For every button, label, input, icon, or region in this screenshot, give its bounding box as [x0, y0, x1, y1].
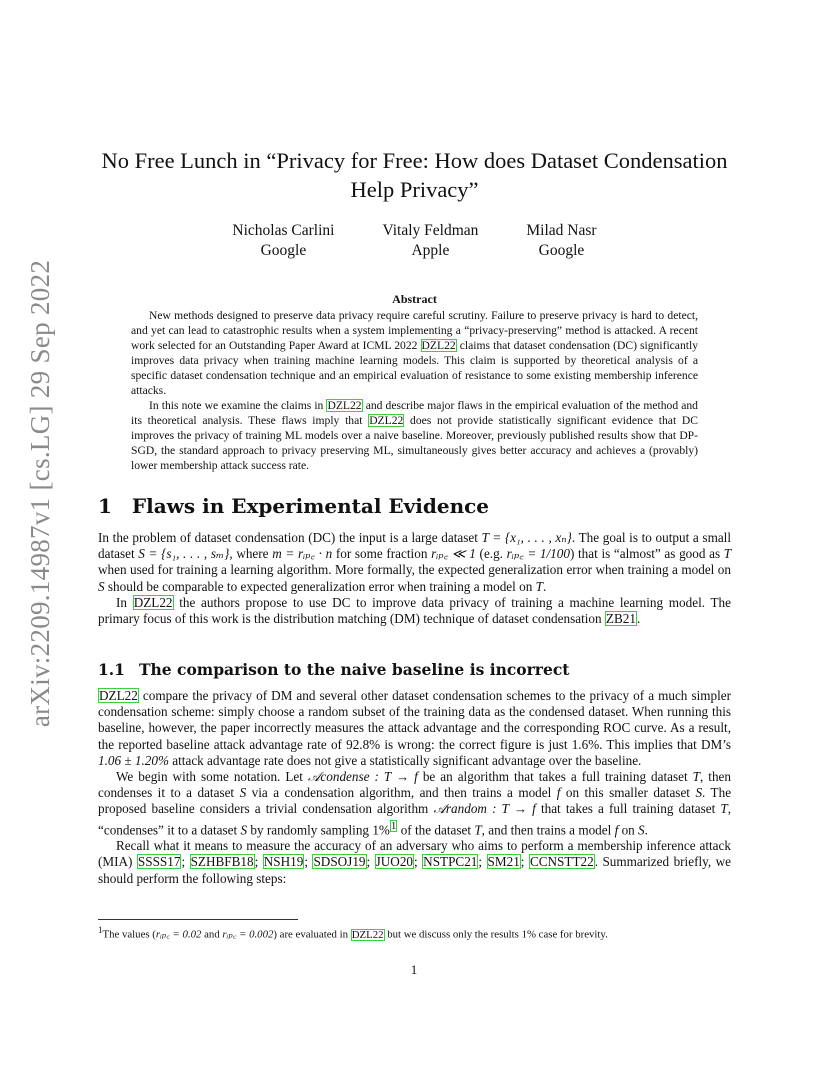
section-body [98, 530, 731, 627]
citation-link[interactable]: SSSS17 [137, 854, 181, 870]
footnote-rule [98, 919, 298, 920]
citation-link[interactable]: ZB21 [605, 611, 636, 627]
author-block [526, 221, 596, 261]
body-paragraph: In the problem of dataset condensation (DC) the input is a large dataset T = {x₁, . . . , xₙ}. The goal is to output a small dataset S = {s₁, . . . , sₘ}, where m = rᵢₚ꜀ · n for some fraction rᵢₚ꜀ ≪ 1 (e.g. rᵢₚ꜀ = 1/100) that is “almost” as good as T when used for training a learning algorithm. More formally, the expected generalization error when training a model on S should be comparable to expected generalization error when training a model on T. [98, 530, 732, 594]
citation-link[interactable]: NSH19 [263, 854, 304, 870]
footnote-link[interactable]: 1 [390, 819, 397, 832]
footnote-mark: 1 [98, 925, 103, 935]
abstract-paragraph: In this note we examine the claims in DZL22 and describe major flaws in the empirical evaluation of the method and its theoretical analysis. These flaws imply that DZL22 does not provide statistically significant evidence that DC improves the privacy of training ML models over a naive baseline. Moreover, previously published results show that DP-SGD, the standard approach to privacy preserving ML, simultaneously gives better accuracy and achieves a (provably) lower membership attack success rate. [131, 399, 698, 472]
math: rᵢₚ꜀ = 1/100 [506, 546, 570, 562]
author-name: Milad Nasr [526, 222, 597, 239]
author-block [382, 221, 478, 261]
section-title: Flaws in Experimental Evidence [131, 494, 490, 518]
math: rᵢₚ꜀ = 0.02 [155, 928, 202, 941]
citation-link[interactable]: DZL22 [351, 928, 384, 941]
author-name: Nicholas Carlini [232, 222, 335, 239]
paper-title: No Free Lunch in “Privacy for Free: How does Dataset Condensation Help Privacy” [101, 148, 728, 202]
citation-link[interactable]: DZL22 [99, 688, 138, 703]
citation-link[interactable]: DZL22 [369, 414, 404, 427]
math: 𝒜condense : T → f [307, 769, 418, 785]
abstract [131, 308, 698, 473]
citation-link[interactable]: JUO20 [375, 854, 414, 870]
body-paragraph: We begin with some notation. Let 𝒜condense : T → f be an algorithm that takes a full training dataset T, then condenses it to a dataset S via a condensation algorithm, and then trains a model f on this smaller dataset S. The proposed baseline considers a trivial condensation algorithm 𝒜random : T → f that takes a full training dataset T, “condenses” it to a dataset S by randomly sampling 1%$^1$ of the dataset T, and then trains a model f on S. [98, 769, 732, 838]
abstract-paragraph: New methods designed to preserve data privacy require careful scrutiny. Failure to preserve privacy is hard to detect, and yet can lead to catastrophic results when a system implementing a “privacy-preserving” method is attacked. A recent work selected for an Outstanding Paper Award at ICML 2022 DZL22 claims that dataset condensation (DC) significantly improves data privacy when training machine learning models. This claim is supported by theoretical analysis of a specific dataset condensation technique and an empirical evaluation of resistance to some existing membership inference attacks. [131, 309, 698, 397]
citation-link[interactable]: DZL22 [133, 594, 173, 610]
arxiv-id[interactable]: arXiv:2209.14987v1 [cs.LG] 29 Sep 2022 [25, 259, 56, 727]
footnote: $^1$The values (rᵢₚ꜀ = 0.02 and rᵢₚ꜀ = 0.002) are evaluated in DZL22 but we discuss only the results 1% case for brevity. [98, 925, 608, 941]
math: rᵢₚ꜀ = 0.002 [222, 928, 274, 941]
body-paragraph: DZL22 compare the privacy of DM and several other dataset condensation schemes to the privacy of a much simpler condensation scheme: simply choose a random subset of the training data as the condensed dataset. When running this baseline, however, the paper incorrectly measures the attack advantage and the corresponding ROC curve. As a result, the reported baseline attack advantage rate of 92.8% is wrong: the correct figure is just 1.6%. This implies that DM’s 1.06 ± 1.20% attack advantage rate does not give a statistically significant advantage over the baseline. [98, 688, 731, 768]
author-list [98, 221, 731, 261]
section-heading [98, 494, 489, 518]
citation-link[interactable]: SZHBFB18 [190, 854, 254, 870]
citation-link[interactable]: DZL22 [327, 399, 362, 412]
author-affiliation: Apple [411, 242, 450, 259]
subsection-heading [98, 660, 569, 679]
citation-link[interactable]: DZL22 [421, 339, 456, 352]
citation-link[interactable]: NSTPC21 [423, 854, 478, 870]
page-number: 1 [410, 962, 418, 977]
math: T = {x₁, . . . , xₙ} [481, 530, 572, 545]
abstract-heading: Abstract [392, 292, 437, 306]
body-paragraph: In DZL22 the authors propose to use DC to improve data privacy of training a machine learning model. The primary focus of this work is the distribution matching (DM) technique of dataset condensation ZB21. [98, 594, 731, 627]
citation-link[interactable]: SDSOJ19 [313, 854, 366, 870]
subsection-number: 1.1 [98, 660, 125, 679]
author-affiliation: Google [260, 242, 307, 259]
arxiv-stamp [20, 259, 62, 727]
math: 1.06 ± 1.20% [98, 752, 169, 768]
author-affiliation: Google [538, 242, 585, 259]
math: 𝒜random : T → f [433, 801, 536, 817]
subsection-title: The comparison to the naive baseline is incorrect [138, 660, 570, 679]
section-number: 1 [98, 494, 112, 518]
math: rᵢₚ꜀ ≪ 1 [431, 546, 476, 562]
math: S = {s₁, . . . , sₘ} [138, 546, 230, 562]
subsection-body [98, 688, 731, 887]
citation-link[interactable]: CCNSTT22 [529, 854, 594, 870]
author-block [232, 221, 334, 261]
author-name: Vitaly Feldman [382, 222, 479, 239]
math: m = rᵢₚ꜀ · n [272, 546, 333, 562]
citation-link[interactable]: SM21 [487, 854, 520, 870]
body-paragraph: Recall what it means to measure the accuracy of an adversary who aims to perform a membership inference attack (MIA) SSSS17; SZHBFB18; NSH19; SDSOJ19; JUO20; NSTPC21; SM21; CCNSTT22. Summarized briefly, we should perform the following steps: [98, 838, 732, 886]
